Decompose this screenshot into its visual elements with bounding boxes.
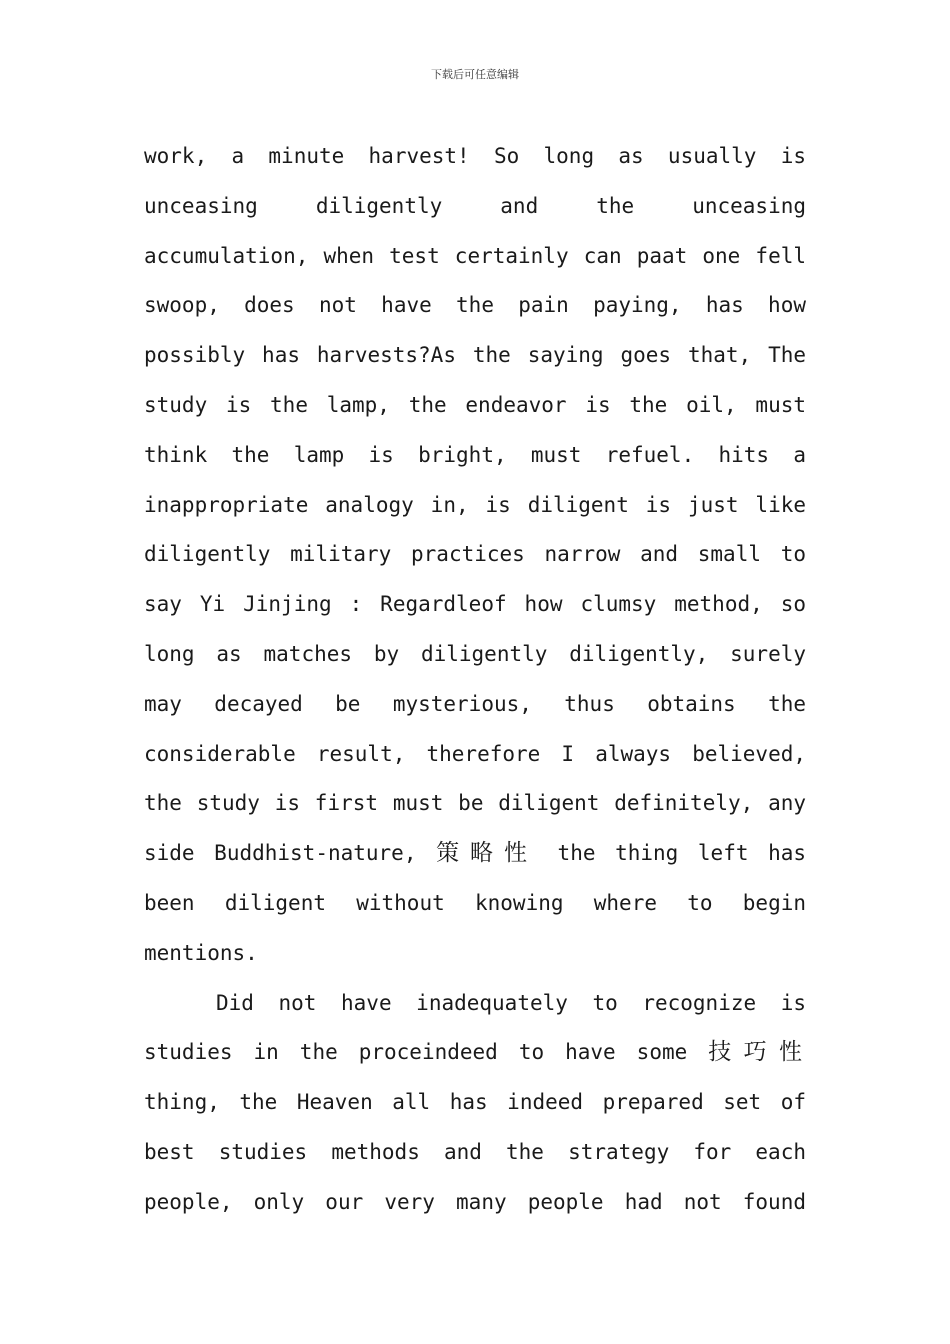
- text-line: considerable result, therefore I always believed,: [144, 741, 806, 766]
- text-line: study is the lamp, the endeavor is the oil, must: [144, 392, 806, 417]
- text-segment: studies in the proceindeed to have some: [144, 1040, 709, 1065]
- text-line: may decayed be mysterious, thus obtains the: [144, 691, 806, 716]
- text-line: think the lamp is bright, must refuel. hits a: [144, 442, 806, 467]
- cjk-phrase: 策略性: [436, 840, 538, 867]
- body-text: [144, 132, 806, 1228]
- text-line: [144, 1028, 806, 1078]
- text-line: work, a minute harvest! So long as usually is: [144, 144, 806, 168]
- text-line: accumulation, when test certainly can paat one fell: [144, 243, 806, 268]
- text-line: inappropriate analogy in, is diligent is just like: [144, 492, 806, 517]
- text-line: unceasing diligently and the unceasing: [144, 193, 806, 218]
- paragraph-first-line: Did not have inadequately to recognize is: [216, 990, 806, 1015]
- text-line: say Yi Jinjing : Regardleof how clumsy method, so: [144, 592, 806, 617]
- text-line: the study is first must be diligent definitely, any: [144, 791, 806, 816]
- text-line: thing, the Heaven all has indeed prepared set of: [144, 1090, 806, 1115]
- text-line: diligently military practices narrow and small to: [144, 542, 806, 567]
- text-segment: side Buddhist-nature,: [144, 841, 437, 866]
- text-line: mentions.: [144, 940, 258, 965]
- text-line: swoop, does not have the pain paying, has how: [144, 293, 806, 318]
- text-line: [144, 829, 806, 879]
- text-line: been diligent without knowing where to begin: [144, 890, 806, 915]
- cjk-phrase: 技巧性: [708, 1039, 806, 1066]
- text-segment: the thing left has: [537, 841, 806, 866]
- text-line: long as matches by diligently diligently, surely: [144, 641, 806, 666]
- text-line: possibly has harvests?As the saying goes that, The: [144, 343, 806, 368]
- page-header: 下载后可任意编辑: [431, 68, 519, 81]
- text-line: best studies methods and the strategy for each: [144, 1139, 806, 1164]
- text-line: people, only our very many people had not found: [144, 1189, 806, 1214]
